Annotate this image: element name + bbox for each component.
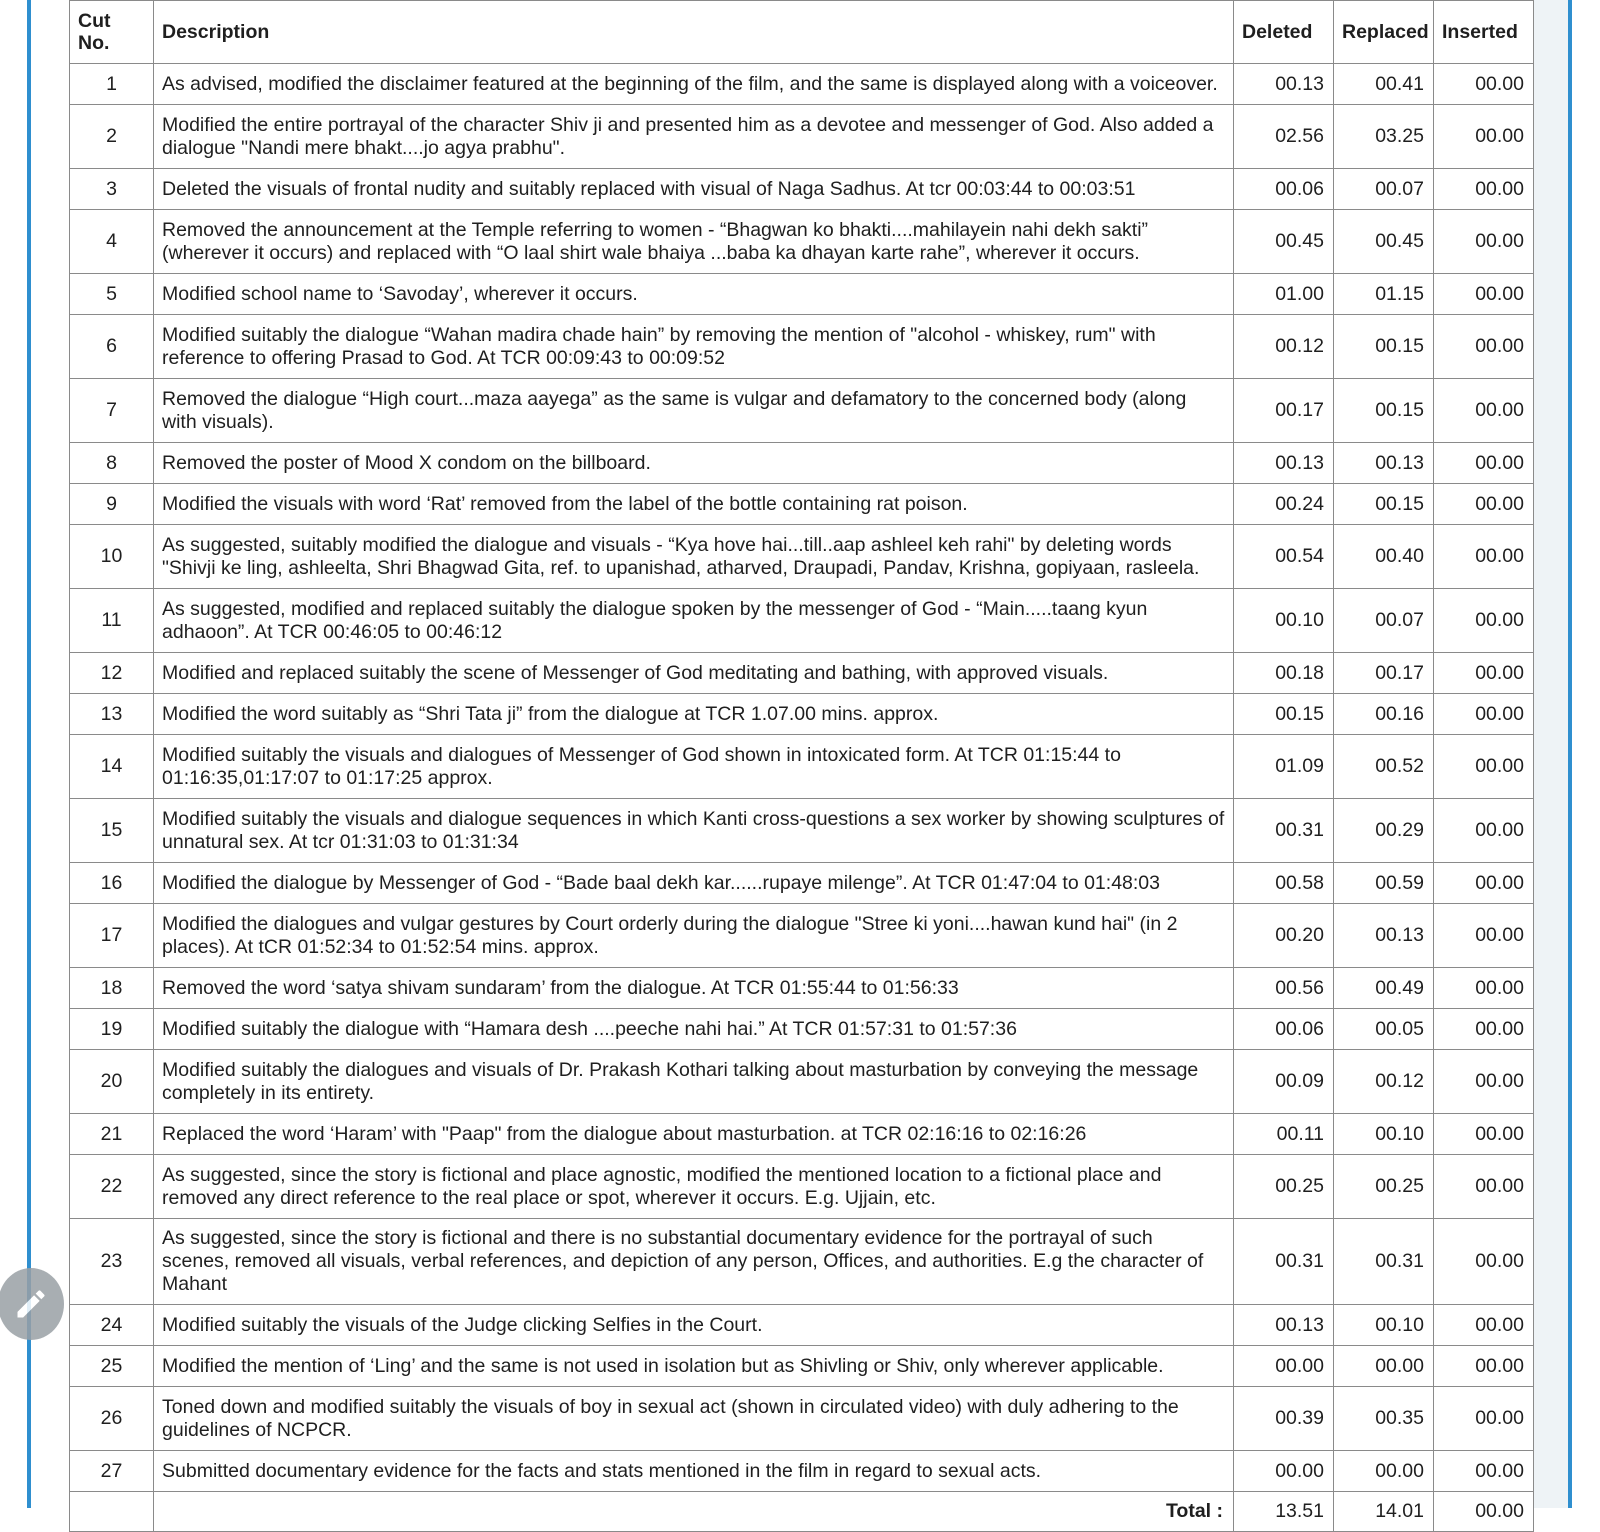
replaced-cell: 00.15 bbox=[1334, 379, 1434, 443]
replaced-cell: 00.15 bbox=[1334, 484, 1434, 525]
table-row bbox=[70, 1155, 1534, 1219]
description-cell: Toned down and modified suitably the visuals of boy in sexual act (shown in circulated video) with duly adhering to the guidelines of NCPCR. bbox=[154, 1387, 1234, 1451]
inserted-cell: 00.00 bbox=[1434, 484, 1534, 525]
replaced-cell: 00.12 bbox=[1334, 1050, 1434, 1114]
deleted-cell: 00.39 bbox=[1234, 1387, 1334, 1451]
replaced-cell: 00.13 bbox=[1334, 443, 1434, 484]
replaced-cell: 00.00 bbox=[1334, 1451, 1434, 1492]
deleted-cell: 00.45 bbox=[1234, 210, 1334, 274]
table-row bbox=[70, 315, 1534, 379]
total-empty-cell bbox=[70, 1492, 154, 1532]
inserted-cell: 00.00 bbox=[1434, 799, 1534, 863]
inserted-cell: 00.00 bbox=[1434, 210, 1534, 274]
inserted-cell: 00.00 bbox=[1434, 1451, 1534, 1492]
deleted-cell: 00.00 bbox=[1234, 1451, 1334, 1492]
cut-number-cell: 15 bbox=[70, 799, 154, 863]
description-cell: Modified the dialogues and vulgar gestures by Court orderly during the dialogue "Stree ki yoni....hawan kund hai" (in 2 places). At tCR 01:52:34 to 01:52:54 mins. approx. bbox=[154, 904, 1234, 968]
cut-number-cell: 5 bbox=[70, 274, 154, 315]
inserted-cell: 00.00 bbox=[1434, 1387, 1534, 1451]
table-row bbox=[70, 443, 1534, 484]
description-cell: Modified the word suitably as “Shri Tata ji” from the dialogue at TCR 1.07.00 mins. approx. bbox=[154, 694, 1234, 735]
inserted-cell: 00.00 bbox=[1434, 968, 1534, 1009]
total-label: Total : bbox=[154, 1492, 1234, 1532]
deleted-cell: 00.18 bbox=[1234, 653, 1334, 694]
description-cell: Removed the poster of Mood X condom on the billboard. bbox=[154, 443, 1234, 484]
inserted-cell: 00.00 bbox=[1434, 1009, 1534, 1050]
replaced-cell: 00.15 bbox=[1334, 315, 1434, 379]
table-row bbox=[70, 64, 1534, 105]
inserted-cell: 00.00 bbox=[1434, 274, 1534, 315]
cut-number-cell: 6 bbox=[70, 315, 154, 379]
description-cell: Removed the announcement at the Temple referring to women - “Bhagwan ko bhakti....mahilayein nahi dekh sakti” (wherever it occurs) and replaced with “O laal shirt wale bhaiya ...baba ka dhayan karte rahe”, wherever it occurs. bbox=[154, 210, 1234, 274]
cut-number-cell: 20 bbox=[70, 1050, 154, 1114]
cut-number-cell: 3 bbox=[70, 169, 154, 210]
description-cell: Modified suitably the visuals and dialogues of Messenger of God shown in intoxicated form. At TCR 01:15:44 to 01:16:35,01:17:07 to 01:17:25 approx. bbox=[154, 735, 1234, 799]
table-row bbox=[70, 105, 1534, 169]
table-row bbox=[70, 799, 1534, 863]
description-cell: Modified the entire portrayal of the character Shiv ji and presented him as a devotee and messenger of God. Also added a dialogue "Nandi mere bhakt....jo agya prabhu". bbox=[154, 105, 1234, 169]
cut-number-cell: 12 bbox=[70, 653, 154, 694]
inserted-cell: 00.00 bbox=[1434, 443, 1534, 484]
table-row bbox=[70, 968, 1534, 1009]
cut-number-cell: 18 bbox=[70, 968, 154, 1009]
description-cell: Modified and replaced suitably the scene of Messenger of God meditating and bathing, with approved visuals. bbox=[154, 653, 1234, 694]
replaced-cell: 00.16 bbox=[1334, 694, 1434, 735]
cut-number-cell: 25 bbox=[70, 1346, 154, 1387]
replaced-cell: 03.25 bbox=[1334, 105, 1434, 169]
cut-number-cell: 1 bbox=[70, 64, 154, 105]
total-replaced: 14.01 bbox=[1334, 1492, 1434, 1532]
table-row bbox=[70, 210, 1534, 274]
cut-number-cell: 7 bbox=[70, 379, 154, 443]
deleted-cell: 00.56 bbox=[1234, 968, 1334, 1009]
replaced-cell: 00.29 bbox=[1334, 799, 1434, 863]
description-cell: Modified suitably the dialogues and visuals of Dr. Prakash Kothari talking about masturbation by conveying the message completely in its entirety. bbox=[154, 1050, 1234, 1114]
deleted-cell: 02.56 bbox=[1234, 105, 1334, 169]
replaced-cell: 00.25 bbox=[1334, 1155, 1434, 1219]
description-cell: Replaced the word ‘Haram’ with "Paap" from the dialogue about masturbation. at TCR 02:16:16 to 02:16:26 bbox=[154, 1114, 1234, 1155]
right-page-edge bbox=[1568, 0, 1572, 1508]
header-deleted: Deleted bbox=[1234, 1, 1334, 64]
cut-number-cell: 19 bbox=[70, 1009, 154, 1050]
deleted-cell: 00.13 bbox=[1234, 1305, 1334, 1346]
inserted-cell: 00.00 bbox=[1434, 1346, 1534, 1387]
header-cut-no: Cut No. bbox=[70, 1, 154, 64]
table-row bbox=[70, 1050, 1534, 1114]
table-row bbox=[70, 863, 1534, 904]
replaced-cell: 00.31 bbox=[1334, 1219, 1434, 1305]
replaced-cell: 00.52 bbox=[1334, 735, 1434, 799]
table-row bbox=[70, 653, 1534, 694]
cut-number-cell: 8 bbox=[70, 443, 154, 484]
description-cell: Submitted documentary evidence for the facts and stats mentioned in the film in regard to sexual acts. bbox=[154, 1451, 1234, 1492]
description-cell: As suggested, since the story is fictional and place agnostic, modified the mentioned location to a fictional place and removed any direct reference to the real place or spot, wherever it occurs. E.g. Ujjain, etc. bbox=[154, 1155, 1234, 1219]
table-row bbox=[70, 274, 1534, 315]
inserted-cell: 00.00 bbox=[1434, 653, 1534, 694]
table-row bbox=[70, 735, 1534, 799]
replaced-cell: 00.13 bbox=[1334, 904, 1434, 968]
description-cell: As suggested, suitably modified the dialogue and visuals - “Kya hove hai...till..aap ashleel keh rahi" by deleting words "Shivji ke ling, ashleelta, Shri Bhagwad Gita, ref. to upanishad, atharved, Draupadi, Pandav, Krishna, gopiyaan, rasleela. bbox=[154, 525, 1234, 589]
cut-number-cell: 21 bbox=[70, 1114, 154, 1155]
replaced-cell: 00.00 bbox=[1334, 1346, 1434, 1387]
pencil-icon bbox=[13, 1286, 49, 1322]
cut-number-cell: 22 bbox=[70, 1155, 154, 1219]
description-cell: Modified the mention of ‘Ling’ and the same is not used in isolation but as Shivling or Shiv, only wherever applicable. bbox=[154, 1346, 1234, 1387]
header-replaced: Replaced bbox=[1334, 1, 1434, 64]
deleted-cell: 00.25 bbox=[1234, 1155, 1334, 1219]
replaced-cell: 00.10 bbox=[1334, 1114, 1434, 1155]
replaced-cell: 00.17 bbox=[1334, 653, 1434, 694]
inserted-cell: 00.00 bbox=[1434, 1219, 1534, 1305]
description-cell: Modified the dialogue by Messenger of God - “Bade baal dekh kar......rupaye milenge”. At TCR 01:47:04 to 01:48:03 bbox=[154, 863, 1234, 904]
deleted-cell: 01.00 bbox=[1234, 274, 1334, 315]
inserted-cell: 00.00 bbox=[1434, 1305, 1534, 1346]
total-row bbox=[70, 1492, 1534, 1532]
table-row bbox=[70, 589, 1534, 653]
description-cell: Modified suitably the visuals and dialogue sequences in which Kanti cross-questions a sex worker by showing sculptures of unnatural sex. At tcr 01:31:03 to 01:31:34 bbox=[154, 799, 1234, 863]
table-row bbox=[70, 1387, 1534, 1451]
cut-number-cell: 16 bbox=[70, 863, 154, 904]
inserted-cell: 00.00 bbox=[1434, 735, 1534, 799]
table-row bbox=[70, 1009, 1534, 1050]
inserted-cell: 00.00 bbox=[1434, 694, 1534, 735]
table-row bbox=[70, 1219, 1534, 1305]
table-row bbox=[70, 904, 1534, 968]
inserted-cell: 00.00 bbox=[1434, 1155, 1534, 1219]
table-row bbox=[70, 379, 1534, 443]
replaced-cell: 00.49 bbox=[1334, 968, 1434, 1009]
description-cell: Modified suitably the visuals of the Judge clicking Selfies in the Court. bbox=[154, 1305, 1234, 1346]
description-cell: Removed the dialogue “High court...maza aayega” as the same is vulgar and defamatory to the concerned body (along with visuals). bbox=[154, 379, 1234, 443]
cuts-table bbox=[69, 0, 1534, 1532]
description-cell: Deleted the visuals of frontal nudity and suitably replaced with visual of Naga Sadhus. At tcr 00:03:44 to 00:03:51 bbox=[154, 169, 1234, 210]
cut-number-cell: 14 bbox=[70, 735, 154, 799]
header-description: Description bbox=[154, 1, 1234, 64]
deleted-cell: 00.58 bbox=[1234, 863, 1334, 904]
deleted-cell: 00.15 bbox=[1234, 694, 1334, 735]
replaced-cell: 00.59 bbox=[1334, 863, 1434, 904]
cut-number-cell: 26 bbox=[70, 1387, 154, 1451]
description-cell: As suggested, modified and replaced suitably the dialogue spoken by the messenger of God - “Main.....taang kyun adhaoon”. At TCR 00:46:05 to 00:46:12 bbox=[154, 589, 1234, 653]
table-row bbox=[70, 1346, 1534, 1387]
description-cell: Modified suitably the dialogue with “Hamara desh ....peeche nahi hai.” At TCR 01:57:31 to 01:57:36 bbox=[154, 1009, 1234, 1050]
table-row bbox=[70, 1114, 1534, 1155]
deleted-cell: 00.31 bbox=[1234, 799, 1334, 863]
table-header-row bbox=[70, 1, 1534, 64]
deleted-cell: 00.06 bbox=[1234, 169, 1334, 210]
deleted-cell: 00.24 bbox=[1234, 484, 1334, 525]
table-row bbox=[70, 694, 1534, 735]
replaced-cell: 00.40 bbox=[1334, 525, 1434, 589]
cuts-table-container bbox=[69, 0, 1533, 1532]
table-row bbox=[70, 484, 1534, 525]
deleted-cell: 00.06 bbox=[1234, 1009, 1334, 1050]
description-cell: As advised, modified the disclaimer featured at the beginning of the film, and the same is displayed along with a voiceover. bbox=[154, 64, 1234, 105]
inserted-cell: 00.00 bbox=[1434, 525, 1534, 589]
replaced-cell: 00.05 bbox=[1334, 1009, 1434, 1050]
description-cell: Modified school name to ‘Savoday’, wherever it occurs. bbox=[154, 274, 1234, 315]
cut-number-cell: 27 bbox=[70, 1451, 154, 1492]
cut-number-cell: 24 bbox=[70, 1305, 154, 1346]
description-cell: As suggested, since the story is fictional and there is no substantial documentary evidence for the portrayal of such scenes, removed all visuals, verbal references, and depiction of any person, Offices, and authorities. E.g the character of Mahant bbox=[154, 1219, 1234, 1305]
header-inserted: Inserted bbox=[1434, 1, 1534, 64]
deleted-cell: 00.13 bbox=[1234, 64, 1334, 105]
table-row bbox=[70, 525, 1534, 589]
cut-number-cell: 23 bbox=[70, 1219, 154, 1305]
description-cell: Modified suitably the dialogue “Wahan madira chade hain” by removing the mention of "alcohol - whiskey, rum" with reference to offering Prasad to God. At TCR 00:09:43 to 00:09:52 bbox=[154, 315, 1234, 379]
total-deleted: 13.51 bbox=[1234, 1492, 1334, 1532]
replaced-cell: 00.35 bbox=[1334, 1387, 1434, 1451]
right-margin-shade bbox=[1533, 0, 1568, 1508]
inserted-cell: 00.00 bbox=[1434, 379, 1534, 443]
replaced-cell: 00.07 bbox=[1334, 589, 1434, 653]
cut-number-cell: 9 bbox=[70, 484, 154, 525]
inserted-cell: 00.00 bbox=[1434, 1114, 1534, 1155]
edit-fab-button[interactable] bbox=[0, 1268, 64, 1340]
replaced-cell: 00.41 bbox=[1334, 64, 1434, 105]
replaced-cell: 00.07 bbox=[1334, 169, 1434, 210]
replaced-cell: 00.10 bbox=[1334, 1305, 1434, 1346]
cut-number-cell: 2 bbox=[70, 105, 154, 169]
deleted-cell: 00.00 bbox=[1234, 1346, 1334, 1387]
inserted-cell: 00.00 bbox=[1434, 315, 1534, 379]
inserted-cell: 00.00 bbox=[1434, 105, 1534, 169]
cut-number-cell: 4 bbox=[70, 210, 154, 274]
table-row bbox=[70, 1305, 1534, 1346]
replaced-cell: 01.15 bbox=[1334, 274, 1434, 315]
deleted-cell: 00.54 bbox=[1234, 525, 1334, 589]
deleted-cell: 01.09 bbox=[1234, 735, 1334, 799]
deleted-cell: 00.10 bbox=[1234, 589, 1334, 653]
deleted-cell: 00.20 bbox=[1234, 904, 1334, 968]
cut-number-cell: 17 bbox=[70, 904, 154, 968]
cut-number-cell: 13 bbox=[70, 694, 154, 735]
table-row bbox=[70, 169, 1534, 210]
deleted-cell: 00.31 bbox=[1234, 1219, 1334, 1305]
description-cell: Modified the visuals with word ‘Rat’ removed from the label of the bottle containing rat poison. bbox=[154, 484, 1234, 525]
inserted-cell: 00.00 bbox=[1434, 64, 1534, 105]
replaced-cell: 00.45 bbox=[1334, 210, 1434, 274]
cut-number-cell: 11 bbox=[70, 589, 154, 653]
deleted-cell: 00.11 bbox=[1234, 1114, 1334, 1155]
deleted-cell: 00.09 bbox=[1234, 1050, 1334, 1114]
description-cell: Removed the word ‘satya shivam sundaram’ from the dialogue. At TCR 01:55:44 to 01:56:33 bbox=[154, 968, 1234, 1009]
inserted-cell: 00.00 bbox=[1434, 1050, 1534, 1114]
total-inserted: 00.00 bbox=[1434, 1492, 1534, 1532]
deleted-cell: 00.12 bbox=[1234, 315, 1334, 379]
table-row bbox=[70, 1451, 1534, 1492]
inserted-cell: 00.00 bbox=[1434, 589, 1534, 653]
deleted-cell: 00.17 bbox=[1234, 379, 1334, 443]
inserted-cell: 00.00 bbox=[1434, 863, 1534, 904]
inserted-cell: 00.00 bbox=[1434, 904, 1534, 968]
cut-number-cell: 10 bbox=[70, 525, 154, 589]
deleted-cell: 00.13 bbox=[1234, 443, 1334, 484]
inserted-cell: 00.00 bbox=[1434, 169, 1534, 210]
